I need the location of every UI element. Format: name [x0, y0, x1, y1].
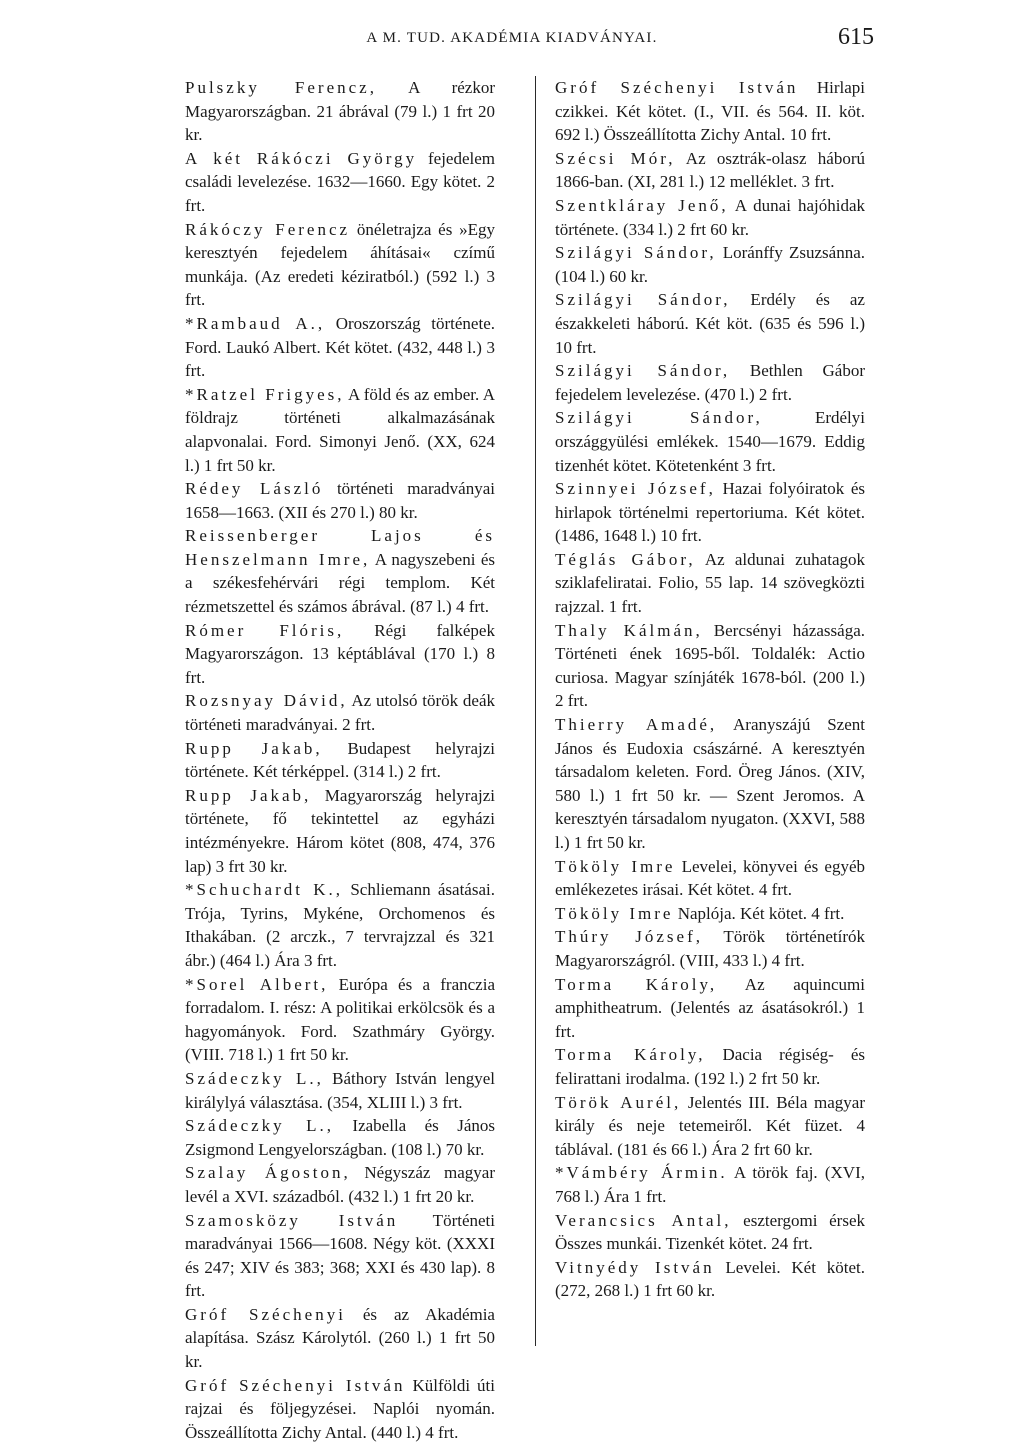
entry-author: Thaly Kálmán, [555, 620, 703, 640]
entry-description: Európa és a franczia forradalom. I. rész: A politikai erkölcsök és a hagyományok. Ford. Szathmáry György. (VIII. 718 l.) 1 frt 50 kr. [185, 974, 495, 1065]
catalog-entry [555, 288, 865, 359]
entry-author: Rupp Jakab, [185, 738, 323, 758]
entry-description: Loránffy Zsuzsánna. (104 l.) 60 kr. [555, 243, 865, 286]
entry-author: Török Aurél, [555, 1092, 682, 1112]
catalog-entry [185, 1114, 495, 1161]
entry-description: Dacia régiség- és felirattani irodalma. (192 l.) 2 frt 50 kr. [555, 1045, 865, 1088]
catalog-entry [185, 312, 495, 383]
catalog-entry [555, 548, 865, 619]
catalog-entry [185, 147, 495, 218]
entry-author: Torma Károly, [555, 1045, 706, 1065]
entry-author: Szinnyei József, [555, 479, 716, 499]
entry-description: Hirlapi czikkei. Két kötet. (I., VII. és 564. II. köt. 692 l.) Összeállította Zichy Antal. 10 frt. [555, 78, 865, 145]
entry-author: *Ratzel Frigyes, [185, 384, 345, 404]
entry-description: Külföldi úti rajzai és följegyzései. Naplói nyomán. Összeállította Zichy Antal. (440 l.) 4 frt. [185, 1375, 495, 1442]
entry-description: Izabella és János Zsigmond Lengyelországban. (108 l.) 70 kr. [185, 1116, 495, 1159]
catalog-entry [555, 1161, 865, 1208]
entry-description: és az Akadémia alapítása. Szász Károlytól. (260 l.) 1 frt 50 kr. [185, 1304, 495, 1372]
entry-author: Rupp Jakab, [185, 785, 312, 805]
entry-description: Levelei. Két kötet. (272, 268 l.) 1 frt 60 kr. [555, 1257, 865, 1301]
catalog-entry [185, 1161, 495, 1208]
entry-author: Rákóczy Ferencz [185, 219, 351, 239]
left-column [185, 76, 495, 1444]
entry-description: A dunai hajóhidak története. (334 l.) 2 frt 60 kr. [555, 195, 865, 239]
catalog-entry [555, 902, 865, 926]
entry-author: Szilágyi Sándor, [555, 408, 763, 428]
page-number: 615 [838, 24, 874, 50]
entry-author: *Rambaud A., [185, 313, 326, 333]
entry-author: Téglás Gábor, [555, 549, 696, 569]
entry-author: Szalay Ágoston, [185, 1163, 351, 1183]
catalog-entry [185, 1067, 495, 1114]
entry-description: Régi falképek Magyarországon. 13 képtáblával (170 l.) 8 frt. [185, 620, 495, 687]
entry-author: Thúry József, [555, 927, 704, 947]
running-head: A M. TUD. AKADÉMIA KIADVÁNYAI. [366, 30, 658, 46]
catalog-entry [185, 477, 495, 524]
catalog-entry [555, 855, 865, 902]
entry-author: Vitnyédy István [555, 1257, 715, 1277]
entry-author: Szamosközy István [185, 1210, 399, 1230]
entry-description: Jelentés III. Béla magyar király és neje tetemeiről. Két füzet. 4 táblával. (181 és 66 l.) Ára 2 frt 60 kr. [555, 1092, 865, 1159]
entry-description: önéletrajza és »Egy keresztyén fejedelem áhításai« czímű munkája. (Az eredeti kéziratból.) (592 l.) 3 frt. [185, 219, 495, 310]
catalog-entry [185, 689, 495, 736]
entry-description: A föld és az ember. A földrajz történeti alkalmazásának alapvonalai. Ford. Simonyi Jenő. (XX, 624 l.) 1 frt 50 kr. [185, 384, 496, 475]
catalog-entry [185, 1209, 495, 1303]
entry-description: A török faj. (XVI, 768 l.) Ára 1 frt. [555, 1163, 865, 1206]
catalog-entry [555, 619, 865, 713]
catalog-entry [555, 359, 865, 406]
entry-author: Gróf Széchenyi [185, 1304, 346, 1324]
entry-description: Az utolsó török deák történeti maradványai. 2 frt. [185, 691, 496, 735]
catalog-entry [555, 1091, 865, 1162]
entry-description: Erdély és az északkeleti háború. Két köt. (635 és 596 l.) 10 frt. [555, 290, 865, 357]
catalog-entry [185, 737, 495, 784]
entry-author: Pulszky Ferencz, [185, 78, 377, 97]
catalog-entry [185, 218, 495, 312]
catalog-entry [555, 406, 865, 477]
entry-description: történeti maradványai 1658—1663. (XII és 270 l.) 80 kr. [185, 479, 496, 522]
catalog-entry [555, 925, 865, 972]
entry-author: Gróf Széchenyi István [185, 1375, 406, 1395]
catalog-entry [185, 1303, 495, 1374]
entry-description: Aranyszájú Szent János és Eudoxia császárné. A keresztyén társadalom keleten. Ford. Öreg János. (XIV, 580 l.) 1 frt 50 kr. — Szent Jeromos. A keresztyén társadalom nyugaton. (XXVI, 588 l.) 1 frt 50 kr. [555, 715, 865, 852]
entry-description: Török történetírók Magyarországról. (VIII, 433 l.) 4 frt. [555, 927, 866, 970]
entry-author: Szentkláray Jenő, [555, 195, 729, 215]
column-divider [535, 76, 536, 1346]
entry-author: Szilágyi Sándor, [555, 361, 731, 381]
catalog-entry [185, 383, 495, 477]
catalog-entry [555, 1209, 865, 1256]
entry-author: Tököly Imre [555, 903, 674, 923]
catalog-entry [555, 194, 865, 241]
entry-description: Történeti maradványai 1566—1608. Négy köt. (XXXI és 247; XIV és 383; 368; XXI és 430 lap). 8 frt. [185, 1210, 495, 1301]
entry-author: Gróf Széchenyi István [555, 78, 799, 97]
entry-author: *Schuchardt K., [185, 880, 344, 900]
entry-description: Oroszország története. Ford. Laukó Albert. Két kötet. (432, 448 l.) 3 frt. [185, 313, 496, 381]
entry-description: Négyszáz magyar levél a XVI. századból. (432 l.) 1 frt 20 kr. [185, 1163, 495, 1206]
entry-author: Szécsi Mór, [555, 148, 676, 168]
entry-author: Reissenberger Lajos és Henszelmann Imre, [185, 526, 495, 569]
page-header [0, 18, 1024, 58]
catalog-entry [555, 1043, 865, 1090]
catalog-entry [185, 784, 495, 878]
entry-description: Magyarország helyrajzi története, fő tekintettel az egyházi intézményekre. Három kötet (808, 474, 376 lap) 3 frt 30 kr. [185, 785, 495, 876]
catalog-entry [555, 477, 865, 548]
entry-author: Rómer Flóris, [185, 620, 345, 640]
entry-description: Erdélyi országgyülési emlékek. 1540—1679. Eddig tizenhét kötet. Kötetenként 3 frt. [555, 408, 865, 475]
entry-description: Budapest helyrajzi története. Két térképpel. (314 l.) 2 frt. [185, 738, 495, 782]
entry-author: Szilágyi Sándor, [555, 290, 731, 310]
catalog-entry [555, 713, 865, 855]
catalog-entry [185, 973, 495, 1067]
catalog-entry [185, 524, 495, 618]
catalog-entry [555, 241, 865, 288]
entry-description: Az aquincumi amphitheatrum. (Jelentés az ásatásokról.) 1 frt. [555, 974, 865, 1041]
catalog-entry [555, 76, 865, 147]
catalog-entry [185, 619, 495, 690]
entry-description: Naplója. Két kötet. 4 frt. [673, 903, 845, 923]
catalog-entry [185, 878, 495, 972]
entry-author: Rozsnyay Dávid, [185, 691, 348, 711]
entry-description: Báthory István lengyel királylyá választása. (354, XLIII l.) 3 frt. [185, 1068, 495, 1112]
entry-description: Az osztrák-olasz háború 1866-ban. (XI, 281 l.) 12 melléklet. 3 frt. [555, 148, 865, 192]
entry-description: Hazai folyóiratok és hirlapok történelmi repertoriuma. Két kötet. (1486, 1648 l.) 10 frt. [555, 479, 865, 546]
entry-description: Bethlen Gábor fejedelem levelezése. (470 l.) 2 frt. [555, 361, 866, 404]
catalog-entry [185, 76, 495, 147]
entry-description: A rézkor Magyarországban. 21 ábrával (79 l.) 1 frt 20 kr. [185, 78, 495, 145]
entry-description: A nagyszebeni és a székesfehérvári régi templom. Két rézmetszettel és számos ábrával. (87 l.) 4 frt. [185, 549, 495, 617]
entry-description: Bercsényi házassága. Történeti ének 1695-ből. Toldalék: Actio curiosa. Magyar színjáték 1678-ból. (200 l.) 2 frt. [555, 620, 865, 711]
catalog-entry [555, 1256, 865, 1303]
entry-author: *Sorel Albert, [185, 974, 329, 994]
entry-author: Szádeczky L., [185, 1116, 334, 1136]
entry-author: Thierry Amadé, [555, 715, 718, 735]
entry-description: fejedelem családi levelezése. 1632—1660. Egy kötet. 2 frt. [185, 148, 496, 215]
entry-author: Tököly Imre [555, 856, 676, 876]
entry-author: Verancsics Antal, [555, 1210, 732, 1230]
entry-author: Szilágyi Sándor, [555, 243, 717, 263]
right-column [555, 76, 865, 1303]
catalog-entry [555, 147, 865, 194]
entry-author: *Vámbéry Ármin. [555, 1163, 728, 1183]
entry-description: Schliemann ásatásai. Trója, Tyrins, Mykéne, Orchomenos és Ithakában. (2 arczk., 7 tervrajzzal és 321 ábr.) (464 l.) Ára 3 frt. [185, 880, 495, 970]
catalog-entry [185, 1374, 495, 1444]
entry-description: esztergomi érsek Összes munkái. Tizenkét kötet. 24 frt. [555, 1210, 865, 1254]
entry-author: Rédey László [185, 479, 324, 499]
entry-author: Szádeczky L., [185, 1068, 324, 1088]
catalog-entry [555, 973, 865, 1044]
entry-description: Levelei, könyvei és egyéb emlékezetes irásai. Két kötet. 4 frt. [555, 856, 865, 900]
entry-description: Az aldunai zuhatagok sziklafeliratai. Folio, 55 lap. 14 szövegközti rajzzal. 1 frt. [555, 549, 865, 617]
entry-author: A két Rákóczi György [185, 148, 418, 168]
entry-author: Torma Károly, [555, 974, 718, 994]
